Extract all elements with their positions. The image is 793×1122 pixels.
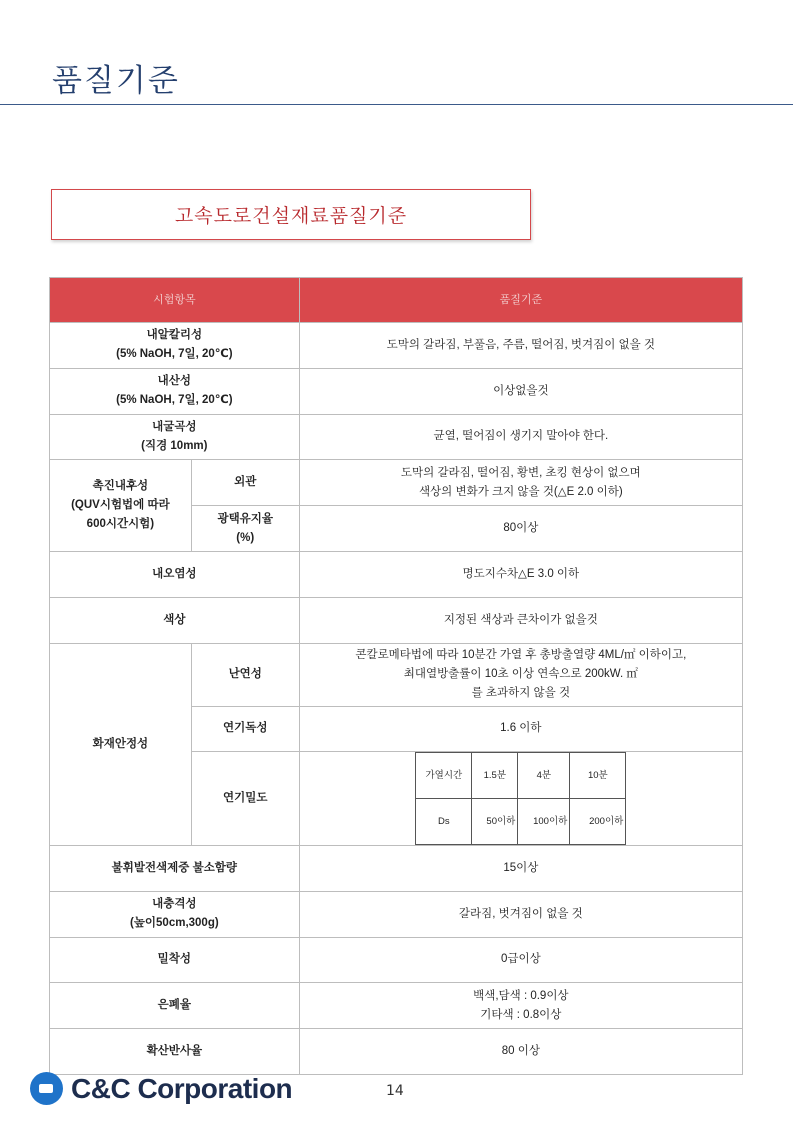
standard-color: 지정된 색상과 큰차이가 없을것	[299, 597, 742, 643]
item-label: 내산성	[157, 375, 191, 388]
item-condition: (높이50cm,300g)	[129, 917, 219, 930]
table-row	[50, 1029, 743, 1075]
subitem-smoke-density: 연기밀도	[191, 752, 299, 846]
table-row	[50, 551, 743, 597]
item-accelerated-weathering	[50, 460, 192, 552]
item-fire-safety: 화재안정성	[50, 643, 192, 845]
item-label: 촉진내후성	[92, 480, 149, 493]
smoke-density-cell: 10분	[570, 753, 626, 799]
company-logo	[30, 1072, 292, 1105]
plug-icon	[30, 1072, 63, 1105]
standard-appearance	[299, 460, 742, 506]
subitem-smoke-toxicity: 연기독성	[191, 706, 299, 752]
item-condition: (5% NaOH, 7일, 20℃)	[116, 348, 233, 361]
item-condition: (5% NaOH, 7일, 20℃)	[116, 394, 233, 407]
company-name: C&C Corporation	[71, 1072, 293, 1104]
table-row	[50, 643, 743, 706]
item-color: 색상	[50, 597, 300, 643]
smoke-density-row	[416, 753, 626, 799]
page-number: 14	[386, 1083, 404, 1099]
item-stain-resistance: 내오염성	[50, 551, 300, 597]
item-alkali-resistance	[50, 323, 300, 369]
standard-line: 를 초과하지 않을 것	[471, 687, 571, 700]
standard-line: 백색,담색 : 0.9이상	[473, 989, 569, 1002]
standard-impact-resistance: 갈라짐, 벗겨짐이 없을 것	[299, 891, 742, 937]
title-divider	[0, 104, 793, 105]
page-title: 품질기준	[52, 63, 180, 99]
banner-title: 고속도로건설재료품질기준	[174, 205, 408, 227]
smoke-density-cell: 100이하	[518, 799, 570, 845]
item-impact-resistance	[50, 891, 300, 937]
smoke-density-row	[416, 799, 626, 845]
table-row	[50, 323, 743, 369]
smoke-density-cell: 1.5분	[472, 753, 518, 799]
table-row	[50, 891, 743, 937]
standard-fluorine-content: 15이상	[299, 845, 742, 891]
table-row	[50, 937, 743, 983]
table-row	[50, 460, 743, 506]
smoke-density-cell: 200이하	[570, 799, 626, 845]
standard-acid-resistance: 이상없을것	[299, 368, 742, 414]
header-quality-standard: 품질기준	[299, 278, 742, 323]
item-label: 내알칼리성	[146, 329, 203, 342]
table-row	[50, 368, 743, 414]
item-condition: (QUV시험법에 따라	[71, 499, 170, 512]
section-banner	[51, 189, 531, 240]
standard-diffuse-reflectance: 80 이상	[299, 1029, 742, 1075]
table-row	[50, 983, 743, 1029]
smoke-density-cell: 가열시간	[416, 753, 472, 799]
subitem-appearance: 외관	[191, 460, 299, 506]
standard-line: 콘칼로메타법에 따라 10분간 가열 후 총방출열량 4ML/㎡ 이하이고,	[355, 649, 687, 662]
subitem-flame-retardancy: 난연성	[191, 643, 299, 706]
standard-line: 색상의 변화가 크지 않을 것(△E 2.0 이하)	[418, 485, 623, 498]
item-adhesion: 밀착성	[50, 937, 300, 983]
item-label: 내충격성	[152, 898, 197, 911]
standard-hiding-power	[299, 983, 742, 1029]
item-diffuse-reflectance: 확산반사율	[50, 1029, 300, 1075]
item-acid-resistance	[50, 368, 300, 414]
standard-adhesion: 0급이상	[299, 937, 742, 983]
smoke-density-cell: 4분	[518, 753, 570, 799]
standard-smoke-toxicity: 1.6 이하	[299, 706, 742, 752]
standard-smoke-density	[299, 752, 742, 846]
smoke-density-table	[415, 752, 626, 845]
header-test-item: 시험항목	[50, 278, 300, 323]
standard-bend-resistance: 균열, 떨어짐이 생기지 말아야 한다.	[299, 414, 742, 460]
subitem-unit: (%)	[236, 531, 255, 544]
subitem-label: 광택유지율	[217, 512, 274, 525]
table-row	[50, 597, 743, 643]
item-condition: 600시간시험)	[86, 518, 155, 531]
table-row	[50, 845, 743, 891]
standard-line: 기타색 : 0.8이상	[480, 1008, 562, 1021]
standard-line: 도막의 갈라짐, 떨어짐, 황변, 초킹 현상이 없으며	[400, 466, 641, 479]
item-fluorine-content: 불휘발전색제중 불소함량	[50, 845, 300, 891]
item-hiding-power: 은폐율	[50, 983, 300, 1029]
quality-standards-table	[49, 277, 743, 1075]
subitem-gloss-retention	[191, 506, 299, 552]
table-row	[50, 414, 743, 460]
item-bend-resistance	[50, 414, 300, 460]
standard-line: 최대열방출률이 10초 이상 연속으로 200kW. ㎡	[403, 668, 638, 681]
item-label: 내굴곡성	[152, 420, 197, 433]
smoke-density-cell: Ds	[416, 799, 472, 845]
item-condition: (직경 10mm)	[141, 439, 208, 452]
standard-flame-retardancy	[299, 643, 742, 706]
standard-alkali-resistance: 도막의 갈라짐, 부풀음, 주름, 떨어짐, 벗겨짐이 없을 것	[299, 323, 742, 369]
smoke-density-cell: 50이하	[472, 799, 518, 845]
table-header-row	[50, 278, 743, 323]
standard-gloss-retention: 80이상	[299, 506, 742, 552]
standard-stain-resistance: 명도지수차△E 3.0 이하	[299, 551, 742, 597]
